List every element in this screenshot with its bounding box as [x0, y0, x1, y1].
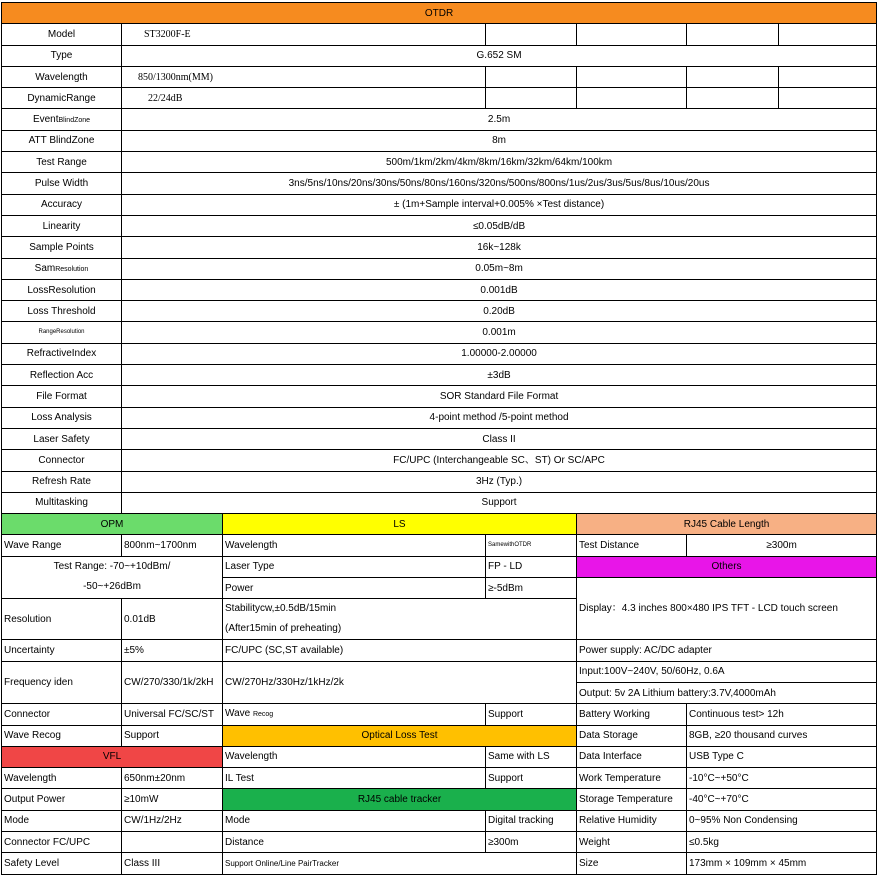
sam-resolution-label-main: Sam	[34, 262, 56, 274]
tracker-mode-label: Mode	[223, 810, 486, 831]
otdr-row-loss-analysis	[2, 407, 877, 428]
vfl-connector-label: Connector FC/UPC	[2, 831, 122, 852]
ls-wave-recog-label	[223, 704, 486, 725]
type-label: Type	[2, 45, 122, 66]
pulse-width-label: Pulse Width	[2, 173, 122, 194]
opm-test-range	[2, 556, 223, 599]
otdr-row-linearity	[2, 215, 877, 236]
ls-power-value: ≥-5dBm	[486, 578, 577, 599]
otdr-row-wavelength	[2, 66, 877, 87]
accuracy-label: Accuracy	[2, 194, 122, 215]
ls-power-label: Power	[223, 578, 486, 599]
ls-wave-recog-value: Support	[486, 704, 577, 725]
ls-stability-line1: Stabilitycw,±0.5dB/15min	[225, 603, 337, 615]
others-input: Input:100V~240V, 50/60Hz, 0.6A	[577, 661, 877, 682]
opm-uncertainty-label: Uncertainty	[2, 640, 122, 661]
weight-value: ≤0.5kg	[687, 831, 877, 852]
rj45-tracker-header: RJ45 cable tracker	[223, 789, 577, 810]
laser-safety-label: Laser Safety	[2, 428, 122, 449]
dynamic-range-label: DynamicRange	[2, 88, 122, 109]
section-header-row-1	[2, 514, 877, 535]
row-connector	[2, 704, 877, 725]
otdr-row-connector	[2, 450, 877, 471]
model-value: ST3200F-E	[122, 24, 486, 45]
otdr-row-test-range	[2, 152, 877, 173]
ls-laser-type-value: FP - LD	[486, 556, 577, 577]
tracker-support: Support Online/Line PairTracker	[223, 853, 577, 874]
otdr-row-loss-threshold	[2, 301, 877, 322]
wavelength-value: 850/1300nm(MM)	[122, 66, 486, 87]
otdr-row-sam-resolution	[2, 258, 877, 279]
row-distance	[2, 831, 877, 852]
row-uncertainty	[2, 640, 877, 661]
weight-label: Weight	[577, 831, 687, 852]
opm-wave-range-label: Wave Range	[2, 535, 122, 556]
vfl-header: VFL	[2, 746, 223, 767]
accuracy-value: ± (1m+Sample interval+0.005% ×Test distance)	[122, 194, 877, 215]
sample-points-value: 16k~128k	[122, 237, 877, 258]
loss-threshold-value: 0.20dB	[122, 301, 877, 322]
opm-resolution-value: 0.01dB	[122, 599, 223, 640]
vfl-wavelength-label: Wavelength	[2, 768, 122, 789]
rj45-test-distance-value: ≥300m	[687, 535, 877, 556]
type-value: G.652 SM	[122, 45, 877, 66]
range-resolution-label: RangeResolution	[2, 322, 122, 343]
sam-resolution-label-small: Resolution	[55, 265, 89, 273]
event-blindzone-label-small: BlindZone	[58, 116, 91, 124]
ls-header: LS	[223, 514, 577, 535]
vfl-output-power-value: ≥10mW	[122, 789, 223, 810]
otdr-row-refresh-rate	[2, 471, 877, 492]
opm-uncertainty-value: ±5%	[122, 640, 223, 661]
laser-safety-value: Class II	[122, 428, 877, 449]
opm-resolution-label: Resolution	[2, 599, 122, 640]
linearity-value: ≤0.05dB/dB	[122, 215, 877, 236]
relative-humidity-value: 0~95% Non Condensing	[687, 810, 877, 831]
otdr-row-type	[2, 45, 877, 66]
ol-wavelength-label: Wavelength	[223, 746, 486, 767]
wavelength-empty-2	[577, 66, 687, 87]
opm-test-range-line1: Test Range: -70~+10dBm/	[53, 560, 171, 572]
otdr-header: OTDR	[2, 3, 877, 24]
linearity-label: Linearity	[2, 215, 122, 236]
model-empty-1	[486, 24, 577, 45]
ls-fc-upc: FC/UPC (SC,ST available)	[223, 640, 577, 661]
reflection-acc-label: Reflection Acc	[2, 365, 122, 386]
otdr-row-dynamic-range	[2, 88, 877, 109]
opm-header: OPM	[2, 514, 223, 535]
wavelength-empty-1	[486, 66, 577, 87]
otdr-row-accuracy	[2, 194, 877, 215]
att-blindzone-label: ATT BlindZone	[2, 130, 122, 151]
row-laser-type	[2, 556, 877, 577]
model-empty-2	[577, 24, 687, 45]
row-mode	[2, 810, 877, 831]
wavelength-label: Wavelength	[2, 66, 122, 87]
vfl-safety-level-label: Safety Level	[2, 853, 122, 874]
dynamic-range-empty-2	[577, 88, 687, 109]
data-interface-label: Data Interface	[577, 746, 687, 767]
pulse-width-value: 3ns/5ns/10ns/20ns/30ns/50ns/80ns/160ns/320ns/500ns/800ns/1us/2us/3us/5us/8us/10us/20us	[122, 173, 877, 194]
opm-connector-value: Universal FC/SC/ST	[122, 704, 223, 725]
file-format-label: File Format	[2, 386, 122, 407]
sample-points-label: Sample Points	[2, 237, 122, 258]
vfl-wavelength-value: 650nm±20nm	[122, 768, 223, 789]
opm-connector-label: Connector	[2, 704, 122, 725]
loss-threshold-label: Loss Threshold	[2, 301, 122, 322]
model-empty-3	[687, 24, 779, 45]
row-vfl-header	[2, 746, 877, 767]
otdr-row-pulse-width	[2, 173, 877, 194]
otdr-row-model	[2, 24, 877, 45]
wavelength-empty-3	[687, 66, 779, 87]
tracker-distance-value: ≥300m	[486, 831, 577, 852]
reflection-acc-value: ±3dB	[122, 365, 877, 386]
tracker-mode-value: Digital tracking	[486, 810, 577, 831]
connector-value: FC/UPC (Interchangeable SC、ST) Or SC/APC	[122, 450, 877, 471]
spec-table	[1, 2, 877, 875]
data-storage-value: 8GB, ≥20 thousand curves	[687, 725, 877, 746]
model-empty-4	[779, 24, 877, 45]
vfl-mode-value: CW/1Hz/2Hz	[122, 810, 223, 831]
loss-resolution-value: 0.001dB	[122, 279, 877, 300]
storage-temperature-label: Storage Temperature	[577, 789, 687, 810]
otdr-row-range-resolution	[2, 322, 877, 343]
opm-frequency-iden-value: CW/270/330/1k/2kH	[122, 661, 223, 704]
row-vfl-wavelength	[2, 768, 877, 789]
dynamic-range-value: 22/24dB	[122, 88, 486, 109]
refresh-rate-value: 3Hz (Typ.)	[122, 471, 877, 492]
opm-wave-range-value: 800nm~1700nm	[122, 535, 223, 556]
refresh-rate-label: Refresh Rate	[2, 471, 122, 492]
ol-wavelength-value: Same with LS	[486, 746, 577, 767]
loss-analysis-value: 4-point method /5-point method	[122, 407, 877, 428]
size-label: Size	[577, 853, 687, 874]
event-blindzone-value: 2.5m	[122, 109, 877, 130]
rj45-length-header: RJ45 Cable Length	[577, 514, 877, 535]
battery-working-label: Battery Working	[577, 704, 687, 725]
ls-wavelength-value: SamewithOTDR	[486, 535, 577, 556]
refractive-index-label: RefractiveIndex	[2, 343, 122, 364]
vfl-mode-label: Mode	[2, 810, 122, 831]
battery-working-value: Continuous test> 12h	[687, 704, 877, 725]
row-wave-range	[2, 535, 877, 556]
otdr-header-row	[2, 3, 877, 24]
event-blindzone-label	[2, 109, 122, 130]
row-frequency-iden	[2, 661, 877, 682]
opm-frequency-iden-label: Frequency iden	[2, 661, 122, 704]
others-power-supply: Power supply: AC/DC adapter	[577, 640, 877, 661]
otdr-row-loss-resolution	[2, 279, 877, 300]
loss-resolution-label: LossResolution	[2, 279, 122, 300]
otdr-row-att-blindzone	[2, 130, 877, 151]
otdr-row-sample-points	[2, 237, 877, 258]
otdr-row-reflection-acc	[2, 365, 877, 386]
sam-resolution-label	[2, 258, 122, 279]
dynamic-range-empty-1	[486, 88, 577, 109]
range-resolution-value: 0.001m	[122, 322, 877, 343]
test-range-label: Test Range	[2, 152, 122, 173]
otdr-row-event-blindzone	[2, 109, 877, 130]
work-temperature-value: -10°C~+50°C	[687, 768, 877, 789]
att-blindzone-value: 8m	[122, 130, 877, 151]
ls-laser-type-label: Laser Type	[223, 556, 486, 577]
file-format-value: SOR Standard File Format	[122, 386, 877, 407]
ls-stability	[223, 599, 577, 640]
ls-wave-recog-label-small: Recog	[252, 711, 274, 719]
opm-wave-recog-label: Wave Recog	[2, 725, 122, 746]
wavelength-empty-4	[779, 66, 877, 87]
otdr-row-file-format	[2, 386, 877, 407]
otdr-row-multitasking	[2, 492, 877, 513]
dynamic-range-empty-4	[779, 88, 877, 109]
others-header: Others	[577, 556, 877, 577]
data-interface-value: USB Type C	[687, 746, 877, 767]
ls-frequency: CW/270Hz/330Hz/1kHz/2k	[223, 661, 577, 704]
loss-analysis-label: Loss Analysis	[2, 407, 122, 428]
otdr-row-laser-safety	[2, 428, 877, 449]
optical-loss-header: Optical Loss Test	[223, 725, 577, 746]
opm-test-range-line2: -50~+26dBm	[83, 580, 141, 592]
connector-label: Connector	[2, 450, 122, 471]
multitasking-label: Multitasking	[2, 492, 122, 513]
ls-stability-line2: (After15min of preheating)	[225, 623, 342, 635]
others-display: Display：4.3 inches 800×480 IPS TFT - LCD touch screen	[577, 578, 877, 640]
ls-wave-recog-label-main: Wave	[225, 708, 253, 720]
storage-temperature-value: -40°C~+70°C	[687, 789, 877, 810]
refractive-index-value: 1.00000-2.00000	[122, 343, 877, 364]
test-range-value: 500m/1km/2km/4km/8km/16km/32km/64km/100km	[122, 152, 877, 173]
row-output-power	[2, 789, 877, 810]
rj45-test-distance-label: Test Distance	[577, 535, 687, 556]
ol-il-test-label: IL Test	[223, 768, 486, 789]
model-label: Model	[2, 24, 122, 45]
otdr-row-refractive-index	[2, 343, 877, 364]
opm-wave-recog-value: Support	[122, 725, 223, 746]
vfl-output-power-label: Output Power	[2, 789, 122, 810]
sam-resolution-value: 0.05m~8m	[122, 258, 877, 279]
row-wave-recog	[2, 725, 877, 746]
relative-humidity-label: Relative Humidity	[577, 810, 687, 831]
event-blindzone-label-main: Event	[32, 113, 59, 125]
ls-wavelength-label: Wavelength	[223, 535, 486, 556]
multitasking-value: Support	[122, 492, 877, 513]
vfl-connector-empty	[122, 831, 223, 852]
work-temperature-label: Work Temperature	[577, 768, 687, 789]
ol-il-test-value: Support	[486, 768, 577, 789]
data-storage-label: Data Storage	[577, 725, 687, 746]
size-value: 173mm × 109mm × 45mm	[687, 853, 877, 874]
row-safety-level	[2, 853, 877, 874]
tracker-distance-label: Distance	[223, 831, 486, 852]
dynamic-range-empty-3	[687, 88, 779, 109]
vfl-safety-level-value: Class III	[122, 853, 223, 874]
others-output: Output: 5v 2A Lithium battery:3.7V,4000mAh	[577, 682, 877, 703]
